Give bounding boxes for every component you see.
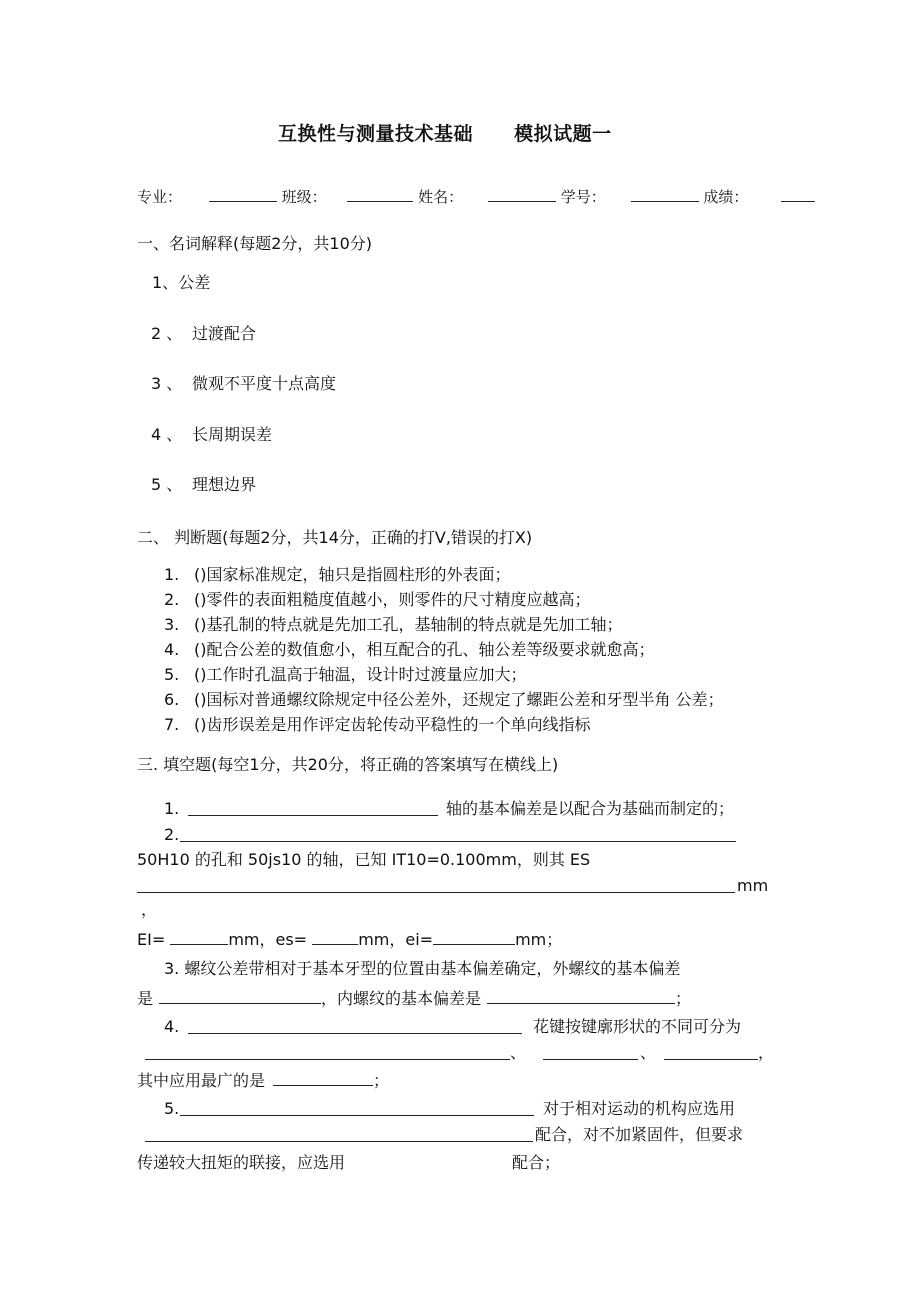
fill-q5-line3b: 配合； xyxy=(512,1153,561,1172)
page-title xyxy=(278,125,612,144)
id-blank[interactable] xyxy=(631,187,699,202)
fill-q5-line2: 配合，对不加紧固件，但要求 xyxy=(535,1125,744,1144)
fill-q1-text: 轴的基本偏差是以配合为基础而制定的； xyxy=(446,799,735,818)
fill-q5-text: 对于相对运动的机构应选用 xyxy=(543,1099,736,1118)
fill-blank[interactable] xyxy=(145,1059,510,1060)
field-label-score: 成绩： xyxy=(703,188,749,206)
fill-q2-comma: ， xyxy=(141,900,158,919)
name-blank[interactable] xyxy=(488,187,556,202)
title-sub: 模拟试题一 xyxy=(514,123,612,145)
fill-blank[interactable] xyxy=(188,815,438,816)
judge-item: 2. ()零件的表面粗糙度值越小，则零件的尺寸精度应越高； xyxy=(164,590,591,609)
fill-q3-text: 3. 螺纹公差带相对于基本牙型的位置由基本偏差确定，外螺纹的基本偏差 xyxy=(164,959,681,978)
fill-q4-sep2: 、 xyxy=(640,1043,657,1062)
judge-item: 7. ()齿形误差是用作评定齿轮传动平稳性的一个单向线指标 xyxy=(164,715,591,734)
term-item: 1、公差 xyxy=(152,273,211,292)
fill-blank[interactable] xyxy=(137,892,735,893)
judge-item: 5. ()工作时孔温高于轴温，设计时过渡量应加大； xyxy=(164,665,527,684)
title-main: 互换性与测量技术基础 xyxy=(278,123,474,145)
major-blank[interactable] xyxy=(209,187,277,202)
fill-blank[interactable] xyxy=(543,1059,638,1060)
fill-blank[interactable] xyxy=(170,930,228,945)
judge-item: 1. ()国家标准规定，轴只是指圆柱形的外表面； xyxy=(164,565,511,584)
fill-q2-line4: EI= mm，es= mm，ei= mm； xyxy=(137,930,563,949)
fill-q2-line2: 50H10 的孔和 50js10 的轴，已知 IT10=0.100mm，则其 ES xyxy=(137,850,591,869)
field-label-class: 班级： xyxy=(281,188,327,206)
field-label-name: 姓名： xyxy=(418,188,464,206)
student-info-row xyxy=(137,187,815,205)
fill-blank[interactable] xyxy=(145,1141,533,1142)
section1-heading: 一、名词解释(每题2分，共10分) xyxy=(137,234,373,253)
term-item: 3 、 微观不平度十点高度 xyxy=(151,374,337,393)
fill-q4-end: ， xyxy=(758,1043,775,1062)
fill-q4-line3: 其中应用最广的是 ； xyxy=(137,1071,390,1090)
fill-blank[interactable] xyxy=(180,841,736,842)
fill-q1-num: 1. xyxy=(164,799,180,818)
judge-item: 6. ()国标对普通螺纹除规定中径公差外，还规定了螺距公差和牙型半角 公差； xyxy=(164,690,724,709)
fill-q2-mm: mm xyxy=(737,876,769,895)
class-blank[interactable] xyxy=(347,187,413,202)
fill-q3-line2: 是 ，内螺纹的基本偏差是 ； xyxy=(137,989,692,1008)
score-blank[interactable] xyxy=(781,187,815,202)
fill-q4-text: 花键按键廓形状的不同可分为 xyxy=(533,1017,742,1036)
section3-heading: 三. 填空题(每空1分，共20分，将正确的答案填写在横线上) xyxy=(137,755,559,774)
judge-item: 4. ()配合公差的数值愈小，相互配合的孔、轴公差等级要求就愈高； xyxy=(164,640,655,659)
fill-q4-sep1: 、 xyxy=(510,1043,527,1062)
fill-blank[interactable] xyxy=(664,1059,758,1060)
fill-q4-num: 4. xyxy=(164,1017,180,1036)
fill-blank[interactable] xyxy=(273,1071,373,1086)
term-item: 5 、 理想边界 xyxy=(151,475,257,494)
fill-q2-num: 2. xyxy=(164,825,180,844)
section2-heading: 二、 判断题(每题2分，共14分，正确的打V,错误的打X) xyxy=(137,528,533,547)
fill-blank[interactable] xyxy=(159,989,321,1004)
fill-blank[interactable] xyxy=(312,930,358,945)
fill-blank[interactable] xyxy=(180,1115,534,1116)
term-item: 4 、 长周期误差 xyxy=(151,425,273,444)
judge-item: 3. ()基孔制的特点就是先加工孔，基轴制的特点就是先加工轴； xyxy=(164,615,623,634)
term-item: 2 、 过渡配合 xyxy=(151,324,257,343)
fill-blank[interactable] xyxy=(188,1033,522,1034)
fill-q5-line3a: 传递较大扭矩的联接，应选用 xyxy=(137,1153,346,1172)
fill-q5-num: 5. xyxy=(164,1099,180,1118)
field-label-major: 专业： xyxy=(137,188,183,206)
field-label-id: 学号： xyxy=(560,188,606,206)
fill-blank[interactable] xyxy=(433,930,515,945)
fill-blank[interactable] xyxy=(487,989,675,1004)
